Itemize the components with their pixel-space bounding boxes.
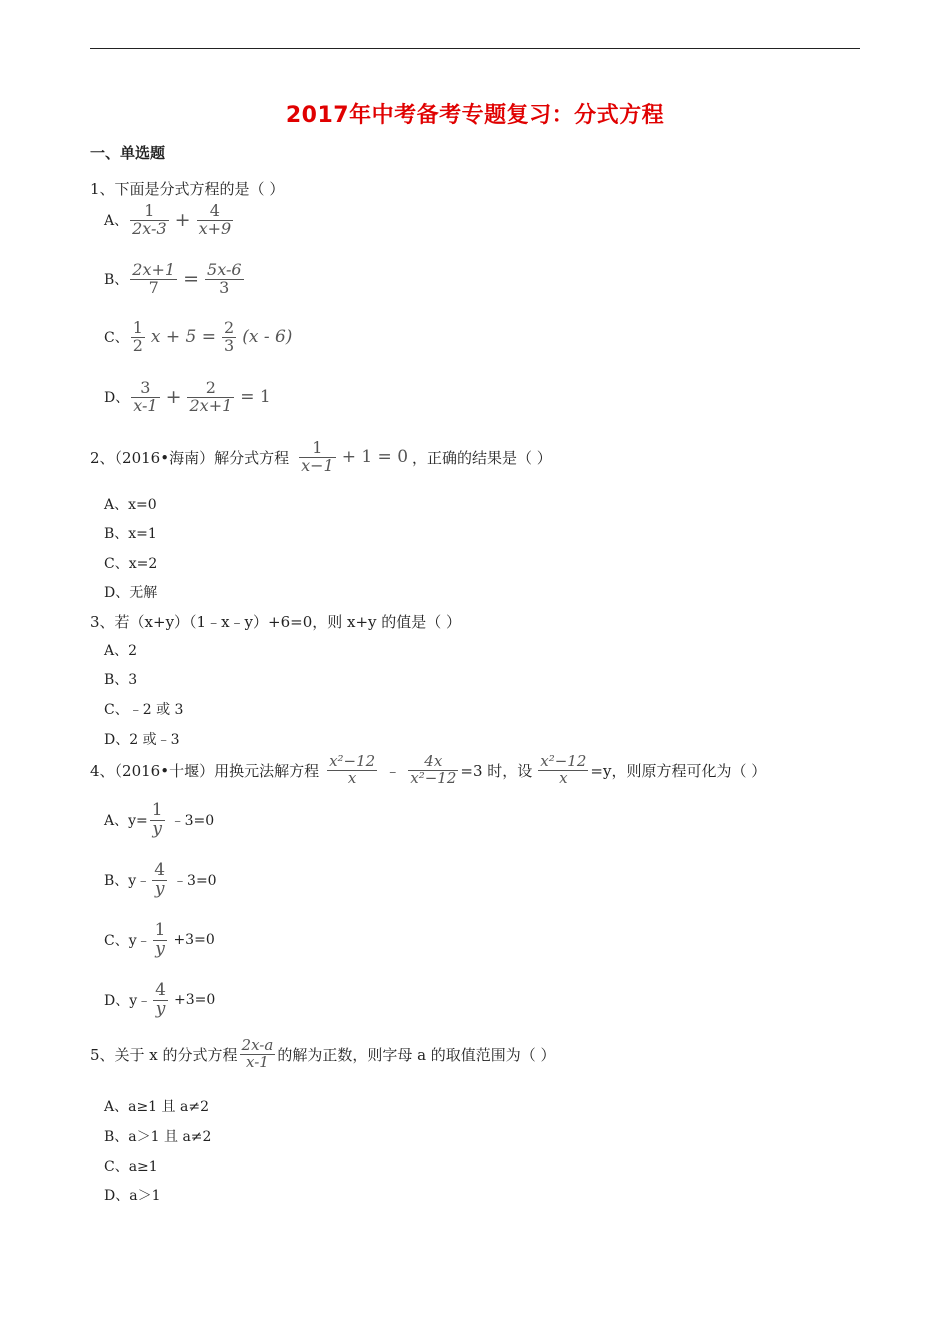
q5-stem-text: 5、关于 x 的分式方程 (90, 1045, 238, 1064)
q5-option-c: C、a≥1 (104, 1159, 158, 1175)
fraction: $\frac{3}{x-1}$ (133, 378, 158, 415)
q2-stem-text: 2、（2016•海南）解分式方程 (90, 448, 290, 467)
math-text: x + 5 = (150, 327, 217, 348)
math-text: (x - 6) (242, 327, 293, 348)
math-text: + 1 = 0 (341, 447, 409, 468)
option-label: B、 (104, 272, 129, 289)
q2-stem (90, 440, 552, 475)
q2-stem-tail: ，正确的结果是（ ） (412, 448, 552, 467)
q5-stem (90, 1038, 556, 1071)
math-operator: + (174, 209, 191, 232)
fraction: $\frac{1}{x-1}$ (301, 438, 334, 475)
q1-option-a (104, 203, 235, 238)
q4-stem-mid: =3 时，设 (460, 761, 533, 780)
page-title: 2017年中考备考专题复习：分式方程 (285, 103, 665, 128)
q1-stem: 1、下面是分式方程的是（ ） (90, 180, 285, 198)
fraction: $\frac{4}{y}$ (155, 980, 166, 1019)
math-text: +3=0 (173, 992, 216, 1009)
q3-option-a: A、2 (104, 643, 138, 659)
q5-option-b: B、a＞1 且 a≠2 (104, 1129, 212, 1145)
q4-stem-tail: =y，则原方程可化为（ ） (590, 761, 767, 780)
fraction: $\frac{1}{y}$ (154, 920, 166, 959)
math-text: ﹣3=0 (170, 813, 215, 830)
q5-option-d: D、a＞1 (104, 1188, 161, 1204)
fraction: $\frac{\text{x²−12}}{x}$ (329, 752, 376, 787)
q4-option-b (104, 862, 217, 899)
section-heading: 一、单选题 (90, 144, 166, 162)
q4-option-a (104, 802, 214, 839)
fraction: $\frac{1}{2}$ (132, 318, 143, 355)
q2-option-d: D、无解 (104, 585, 158, 601)
q4-option-c (104, 922, 215, 959)
option-label: C、 (104, 330, 129, 347)
q5-stem-tail: 的解为正数，则字母 a 的取值范围为（ ） (277, 1045, 556, 1064)
fraction: $\frac{2}{2x+1}$ (189, 378, 233, 415)
q1-option-b (104, 262, 246, 297)
q2-option-a: A、x=0 (104, 497, 157, 513)
q1-option-c (104, 320, 292, 355)
fraction: $\frac{2}{3}$ (224, 318, 235, 355)
option-label: D、 (104, 390, 130, 407)
q3-option-d: D、2 或﹣3 (104, 732, 180, 748)
math-text: +3=0 (173, 932, 215, 949)
math-operator: ﹣ (385, 761, 401, 780)
option-label: D、y﹣ (104, 993, 152, 1010)
option-label: C、y﹣ (104, 933, 151, 950)
q3-stem: 3、若（x+y）（1﹣x﹣y）+6=0，则 x+y 的值是（ ） (90, 613, 462, 631)
math-text: ﹣3=0 (173, 873, 217, 890)
option-label: B、y﹣ (104, 873, 151, 890)
fraction: $\frac{\text{x²−12}}{x}$ (540, 752, 587, 787)
math-operator: = (183, 268, 200, 291)
fraction: $\frac{4}{x+9}$ (198, 201, 232, 238)
q4-option-d (104, 982, 215, 1019)
q4-stem-text: 4、（2016•十堰）用换元法解方程 (90, 761, 320, 780)
fraction: $\frac{2x+1}{7}$ (132, 260, 176, 297)
fraction: $\frac{2x-a}{x-1}$ (241, 1036, 274, 1071)
q4-stem (90, 754, 766, 787)
fraction: $\frac{4x}{\text{x²−12}}$ (410, 752, 457, 787)
fraction: $\frac{5x-6}{3}$ (207, 260, 242, 297)
q1-option-d (104, 380, 271, 415)
q3-option-b: B、3 (104, 672, 138, 688)
header-rule (90, 48, 860, 49)
option-label: A、y= (104, 813, 148, 830)
fraction: $\frac{1}{y}$ (151, 800, 163, 839)
fraction: $\frac{4}{y}$ (154, 860, 166, 899)
q2-option-b: B、x=1 (104, 526, 157, 542)
math-text: = 1 (240, 387, 271, 408)
q3-option-c: C、﹣2 或 3 (104, 702, 184, 718)
q5-option-a: A、a≥1 且 a≠2 (104, 1099, 209, 1115)
q2-option-c: C、x=2 (104, 556, 158, 572)
fraction: $\frac{1}{2x-3}$ (132, 201, 167, 238)
option-label: A、 (104, 213, 129, 230)
math-operator: + (165, 386, 182, 409)
